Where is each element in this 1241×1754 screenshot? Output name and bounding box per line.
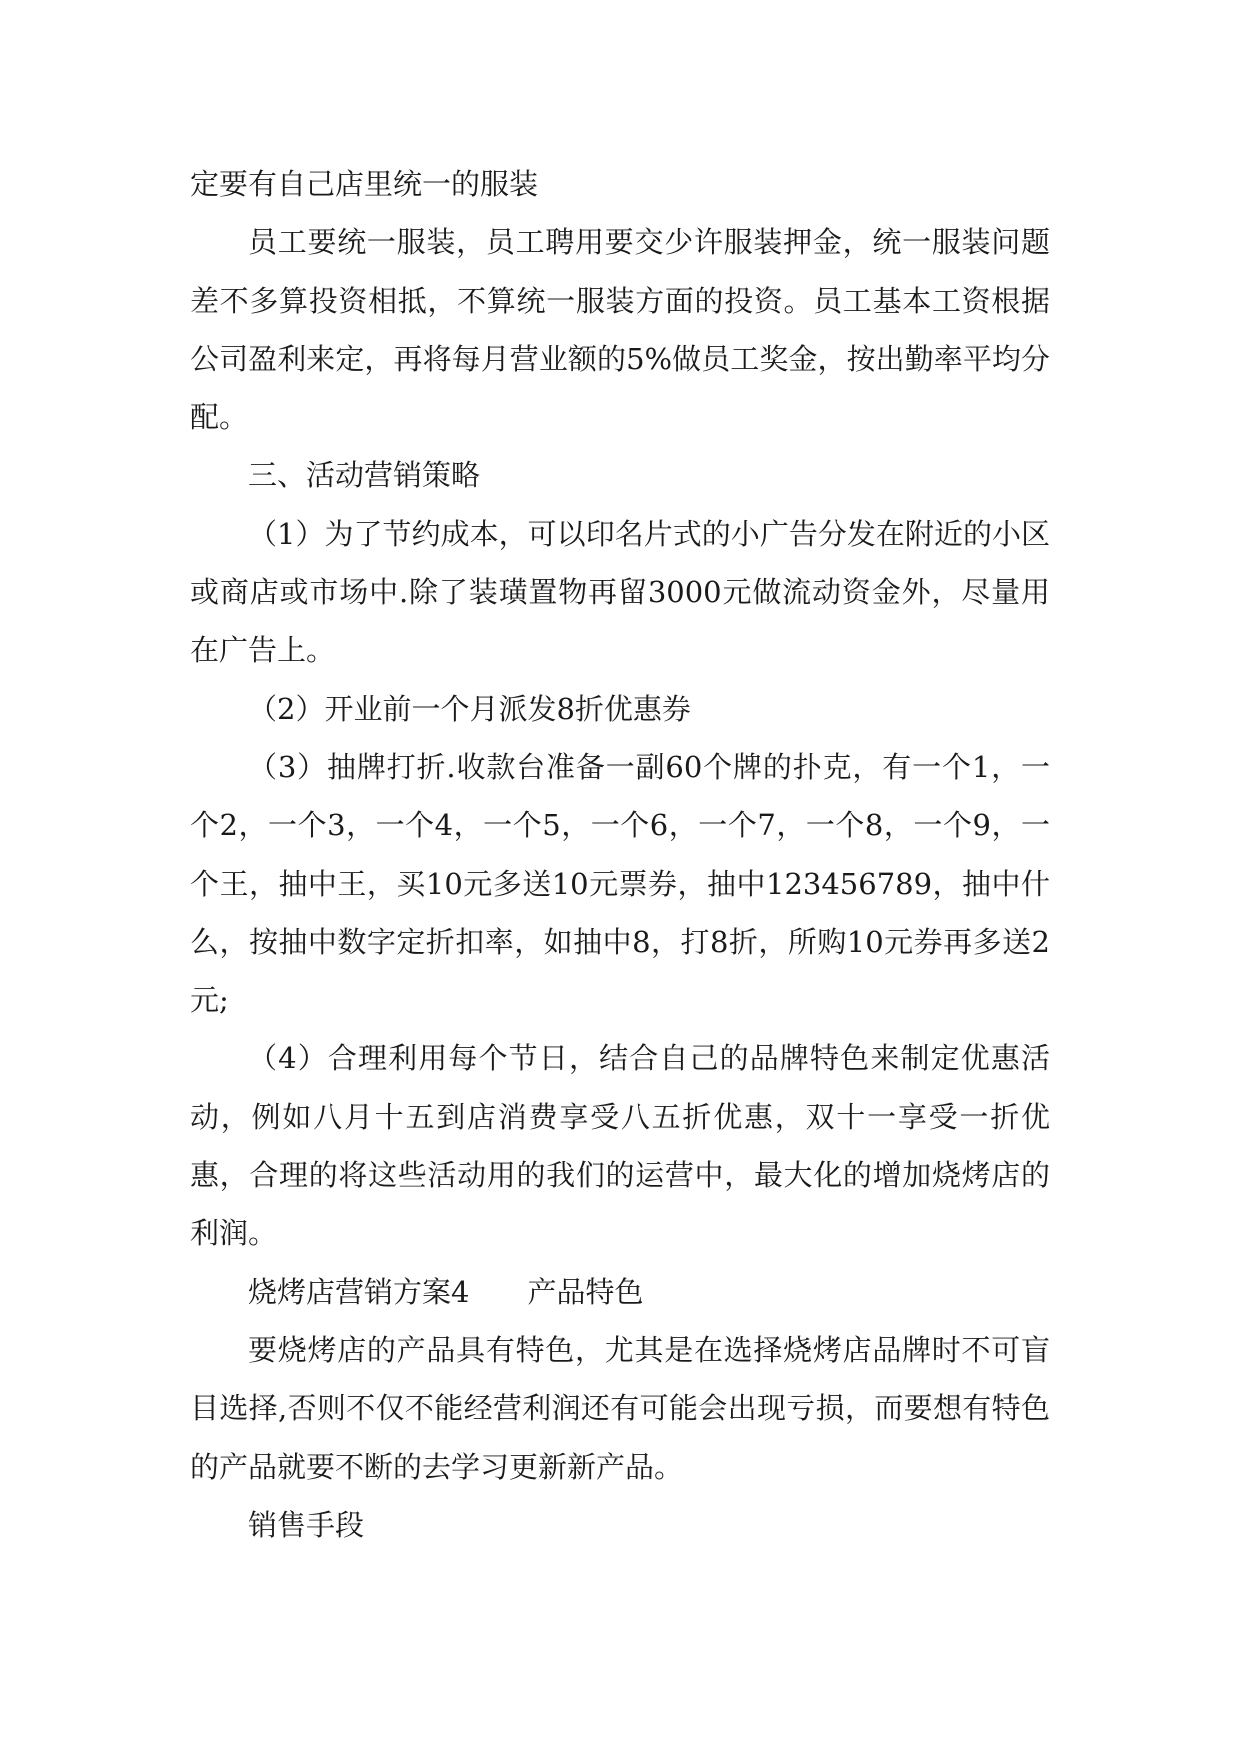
- paragraph-uniform-policy: 员工要统一服装，员工聘用要交少许服装押金，统一服装问题差不多算投资相抵，不算统一服装方面的投资。员工基本工资根据公司盈利来定，再将每月营业额的5%做员工奖金，按出勤率平均分配。: [190, 225, 1050, 435]
- document-body: [190, 155, 1050, 1554]
- section-heading-plan-4: 烧烤店营销方案4 产品特色: [248, 1274, 644, 1309]
- paragraph-product-features: 要烧烤店的产品具有特色，尤其是在选择烧烤店品牌时不可盲目选择,否则不仅不能经营利润还有可能会出现亏损，而要想有特色的产品就要不断的去学习更新新产品。: [190, 1332, 1050, 1484]
- paragraph-continuation: 定要有自己店里统一的服装: [190, 167, 539, 201]
- paragraph-strategy-4: （4）合理利用每个节日，结合自己的品牌特色来制定优惠活动，例如八月十五到店消费享受八五折优惠，双十一享受一折优惠，合理的将这些活动用的我们的运营中，最大化的增加烧烤店的利润。: [190, 1041, 1050, 1251]
- paragraph-strategy-1: （1）为了节约成本，可以印名片式的小广告分发在附近的小区或商店或市场中.除了装璜置物再留3000元做流动资金外，尽量用在广告上。: [190, 516, 1050, 668]
- section-heading-sales-methods: 销售手段: [248, 1507, 365, 1542]
- paragraph-strategy-3: （3）抽牌打折.收款台准备一副60个牌的扑克，有一个1，一个2，一个3，一个4，一个5，一个6，一个7，一个8，一个9，一个王，抽中王，买10元多送10元票券，抽中123456789，抽中什么，按抽中数字定折扣率，如抽中8，打8折，所购10元券再多送2元;: [190, 749, 1050, 1018]
- section-heading-marketing-strategy: 三、活动营销策略: [248, 458, 481, 493]
- paragraph-strategy-2: （2）开业前一个月派发8折优惠券: [248, 691, 691, 726]
